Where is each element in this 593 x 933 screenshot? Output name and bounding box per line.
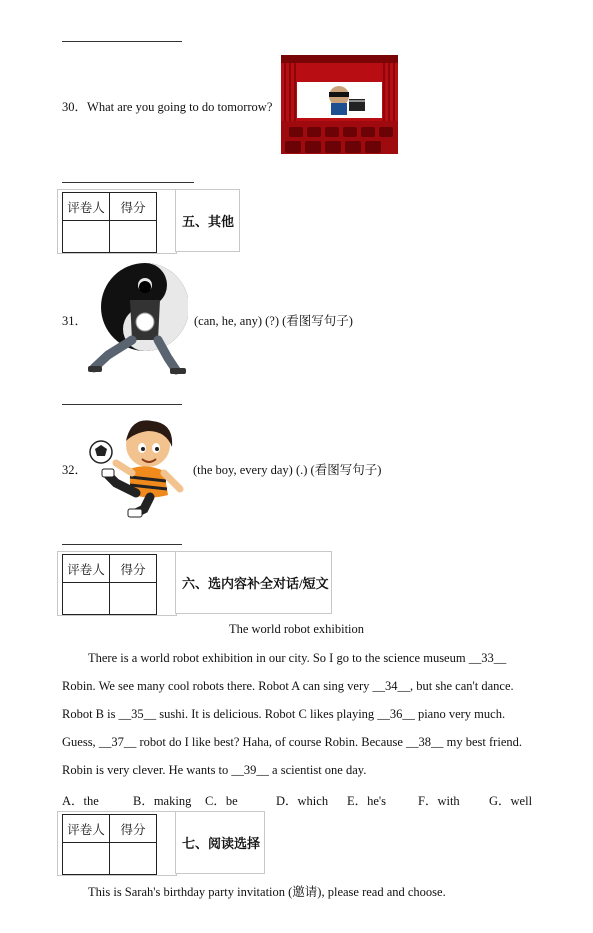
grader-label: 评卷人	[63, 193, 110, 221]
grader-cell	[63, 221, 110, 253]
passage-line: Guess, __37__ robot do I like best? Haha, of course Robin. Because __38__ my best friend.	[62, 735, 522, 749]
answer-line	[62, 404, 182, 405]
question-text: What are you going to do tomorrow?	[87, 100, 273, 114]
passage-title: The world robot exhibition	[228, 622, 365, 636]
option-d: D．which	[276, 794, 329, 808]
reading-intro: This is Sarah's birthday party invitation (邀请), please read and choose.	[88, 885, 446, 899]
grader-label: 评卷人	[63, 555, 110, 583]
question-32-prompt: (the boy, every day) (.) (看图写句子)	[193, 463, 382, 477]
passage-line: There is a world robot exhibition in our city. So I go to the science museum __33__	[88, 651, 507, 665]
section-title: 五、其他	[175, 189, 240, 252]
option-f: F．with	[418, 794, 460, 808]
score-cell	[110, 583, 157, 615]
blank-39: __39__	[231, 763, 269, 777]
option-e: E．he's	[347, 794, 387, 808]
score-cell	[110, 221, 157, 253]
score-label: 得分	[110, 555, 157, 583]
option-g: G．well	[489, 794, 533, 808]
answer-line	[62, 544, 182, 545]
blank-36: __36__	[377, 707, 415, 721]
option-c: C．be	[205, 794, 238, 808]
score-cell	[110, 843, 157, 875]
answer-line	[62, 41, 182, 42]
question-30	[62, 97, 272, 115]
tai-chi-man-icon	[88, 260, 188, 375]
grader-cell	[63, 583, 110, 615]
answer-line	[62, 182, 194, 183]
option-a: A．the	[62, 794, 99, 808]
question-31-prompt: (can, he, any) (?) (看图写句子)	[194, 314, 353, 328]
score-box	[57, 189, 177, 254]
cinema-screen-icon	[281, 55, 398, 154]
score-label: 得分	[110, 193, 157, 221]
section-title: 七、阅读选择	[175, 811, 265, 874]
question-32-number: 32．	[62, 463, 88, 477]
score-box	[57, 551, 177, 616]
blank-35: __35__	[118, 707, 157, 721]
question-31-number: 31．	[62, 314, 88, 328]
question-number: 30．	[62, 100, 88, 114]
blank-38: __38__	[406, 735, 444, 749]
grader-label: 评卷人	[63, 815, 110, 843]
passage-line: Robin is very clever. He wants to __39__ a scientist one day.	[62, 763, 367, 777]
score-box	[57, 811, 177, 876]
score-label: 得分	[110, 815, 157, 843]
grader-cell	[63, 843, 110, 875]
blank-37: __37__	[98, 735, 137, 749]
blank-33: __33__	[468, 651, 507, 665]
section-title: 六、选内容补全对话/短文	[175, 551, 332, 614]
passage-line: Robot B is __35__ sushi. It is delicious. Robot C likes playing __36__ piano very much.	[62, 707, 506, 721]
passage-line: Robin. We see many cool robots there. Robot A can sing very __34__, but she can't dance.	[62, 679, 514, 693]
boy-kicking-football-icon	[86, 417, 186, 520]
option-list	[0, 791, 593, 809]
option-b: B．making	[133, 794, 192, 808]
blank-34: __34__	[372, 679, 411, 693]
